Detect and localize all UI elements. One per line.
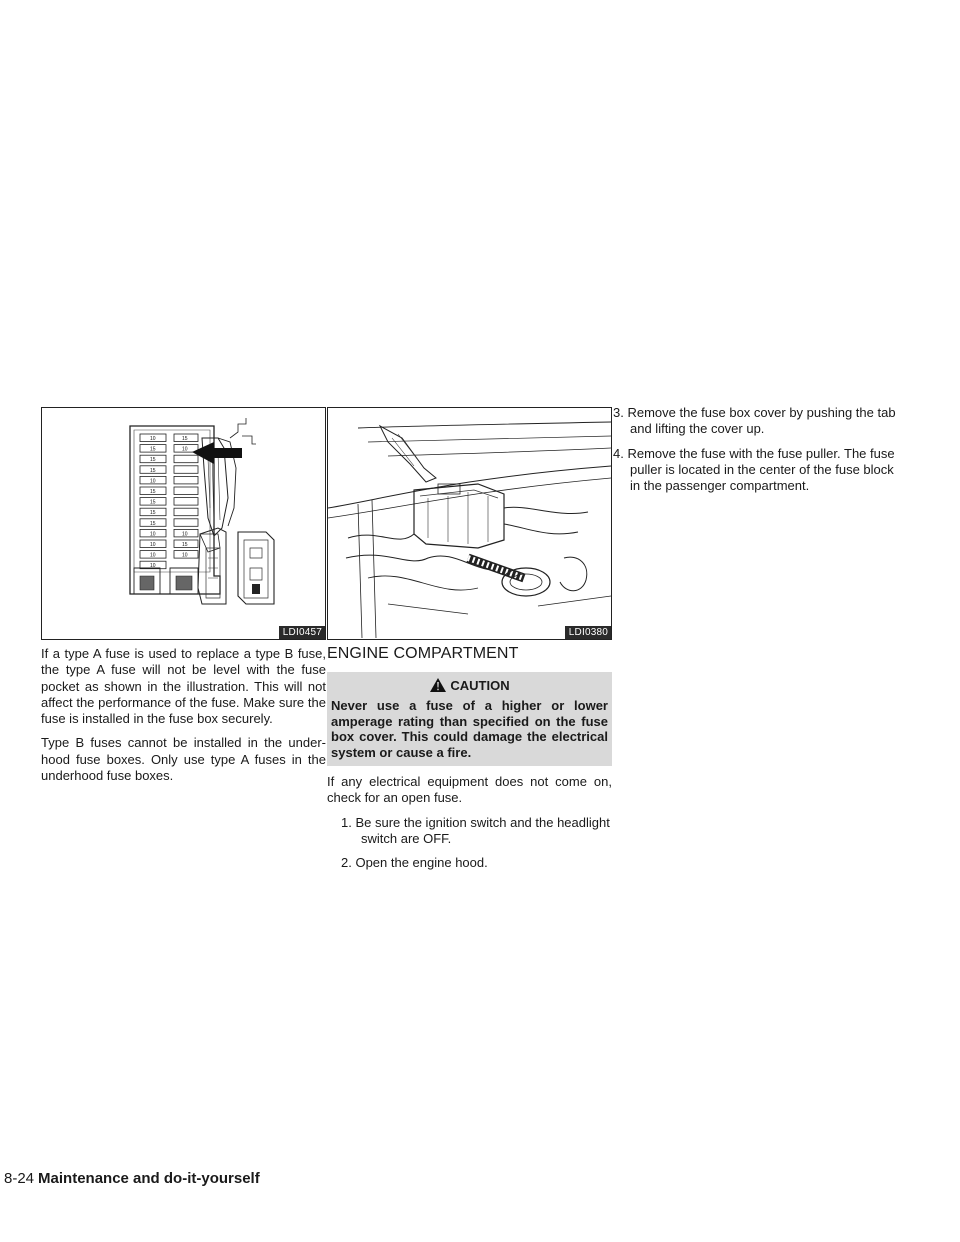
engine-compartment-illustration xyxy=(328,408,611,639)
fuse-label: 10 xyxy=(182,446,188,453)
fuse-label: 15 xyxy=(150,489,156,495)
engine-compartment-figure xyxy=(327,407,612,640)
caution-title: CAUTION xyxy=(450,677,510,693)
steps-list xyxy=(327,815,612,872)
fuse-label: 10 xyxy=(150,436,156,442)
paragraph-type-b-fuse: Type B fuses cannot be installed in the under-hood fuse boxes. Only use type A fuses in the underhood fuse boxes. xyxy=(41,735,326,784)
figure-code: LDI0457 xyxy=(279,626,325,639)
fuse-label: 10 xyxy=(150,478,156,485)
fuse-label: 15 xyxy=(150,510,156,517)
fuse-box-figure xyxy=(41,407,326,640)
step-item: 2. Open the engine hood. xyxy=(341,855,488,871)
warning-icon xyxy=(429,677,447,693)
fuse-label: 15 xyxy=(182,542,188,548)
step-item: 4. Remove the fuse with the fuse puller. The fuse puller is located in the center of the fuse block in the passenger compartment. xyxy=(613,445,895,494)
steps-list xyxy=(613,405,898,494)
fuse-box-illustration xyxy=(42,408,325,639)
figure-code: LDI0380 xyxy=(565,626,611,639)
fuse-label: 15 xyxy=(150,499,156,506)
caution-text: Never use a fuse of a higher or lower amperage rating than specified on the fuse box cover. This could damage the electrical system or cause a fire. xyxy=(331,698,608,760)
fuse-slot xyxy=(174,476,198,484)
column-left xyxy=(41,407,326,792)
fuse-slot xyxy=(174,466,198,474)
fuse-label: 15 xyxy=(150,446,156,453)
step-item: 1. Be sure the ignition switch and the headlight switch are OFF. xyxy=(341,814,610,846)
column-middle xyxy=(327,407,612,879)
paragraph-intro: If any electrical equipment does not come on, check for an open fuse. xyxy=(327,774,612,806)
fuse-label: 10 xyxy=(150,531,156,538)
fuse-slot xyxy=(174,519,198,527)
fuse-label: 15 xyxy=(150,520,156,527)
fuse-label: 10 xyxy=(182,552,188,559)
section-heading: ENGINE COMPARTMENT xyxy=(327,645,519,662)
fuse-slot xyxy=(174,455,198,463)
fuse-slot xyxy=(174,498,198,506)
fuse-label: 10 xyxy=(150,552,156,559)
fuse-slot xyxy=(174,487,198,495)
page-number: 8-24 xyxy=(4,1170,35,1187)
fuse-slot xyxy=(174,508,198,516)
caution-header xyxy=(331,677,608,693)
fuse-label: 10 xyxy=(150,563,156,570)
fuse-label: 15 xyxy=(150,457,156,464)
page-footer xyxy=(4,1170,260,1187)
paragraph-type-a-fuse: If a type A fuse is used to replace a type B fuse, the type A fuse will not be level with the fuse pocket as shown in the illustration. This will not affect the performance of the fuse. Make sure the fuse is installed in the fuse box securely. xyxy=(41,646,326,727)
caution-box xyxy=(327,672,612,766)
fuse-label: 15 xyxy=(182,436,188,442)
fuse-label: 10 xyxy=(182,531,188,538)
fuse-label: 15 xyxy=(150,467,156,474)
step-item: 3. Remove the fuse box cover by pushing the tab and lifting the cover up. xyxy=(613,405,896,437)
fuse-label: 10 xyxy=(150,542,156,548)
column-right xyxy=(613,405,898,502)
section-title: Maintenance and do-it-yourself xyxy=(38,1170,260,1187)
